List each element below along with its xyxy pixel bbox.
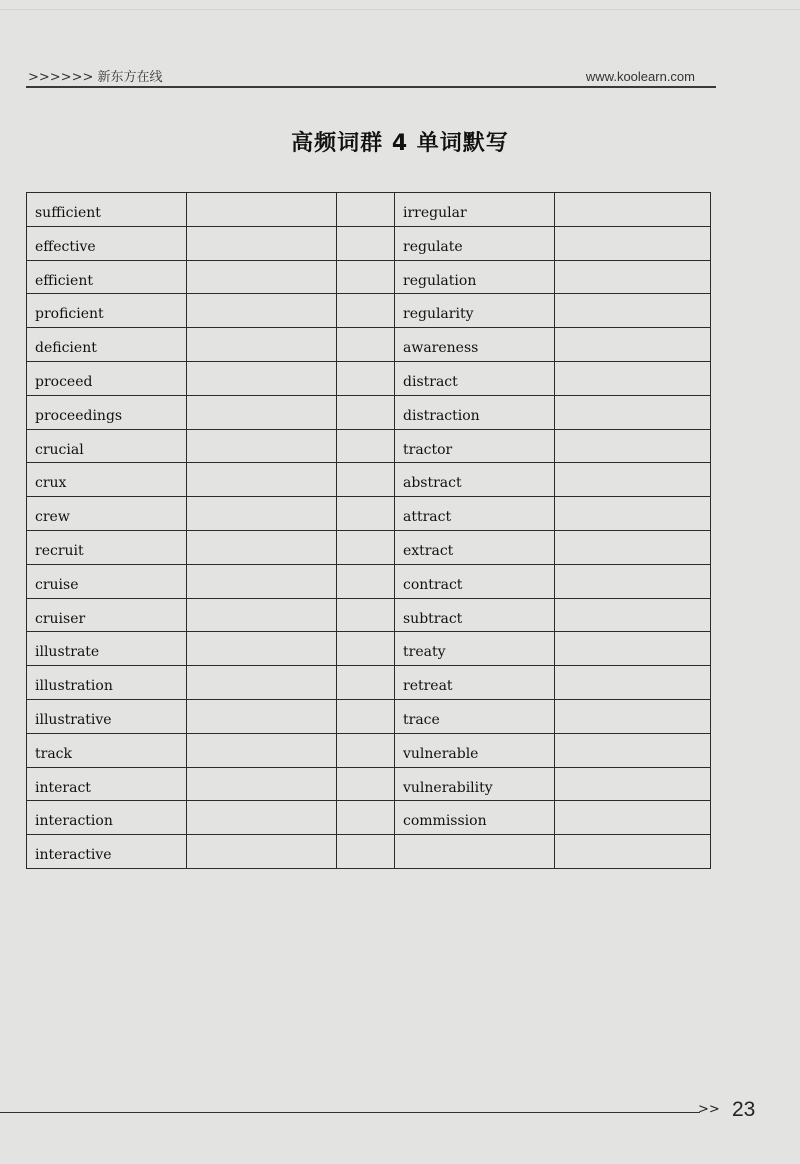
word-text: efficient — [35, 272, 93, 289]
word-cell-right — [395, 632, 555, 666]
word-text: contract — [403, 576, 463, 593]
table-row — [27, 835, 711, 869]
word-cell-right — [395, 530, 555, 564]
word-cell-left — [27, 395, 187, 429]
word-cell-left — [27, 733, 187, 767]
answer-cell-left — [187, 666, 337, 700]
answer-cell-left — [187, 463, 337, 497]
word-cell-right — [395, 767, 555, 801]
word-text: crux — [35, 475, 67, 492]
spacer-cell — [337, 767, 395, 801]
word-text: vulnerability — [403, 779, 493, 796]
word-text: attract — [403, 509, 452, 526]
answer-cell-right — [555, 429, 711, 463]
page-title: 高频词群 4 单词默写 — [291, 131, 509, 156]
word-cell-right — [395, 463, 555, 497]
word-cell-right — [395, 193, 555, 227]
word-text: extract — [403, 542, 454, 559]
spacer-cell — [337, 530, 395, 564]
word-cell-right — [395, 260, 555, 294]
spacer-cell — [337, 666, 395, 700]
answer-cell-right — [555, 395, 711, 429]
answer-cell-right — [555, 835, 711, 869]
word-text: tractor — [403, 441, 453, 458]
word-cell-right — [395, 497, 555, 531]
spacer-cell — [337, 260, 395, 294]
answer-cell-left — [187, 395, 337, 429]
spacer-cell — [337, 835, 395, 869]
word-text: interaction — [35, 813, 113, 830]
word-text: regulate — [403, 238, 463, 255]
spacer-cell — [337, 361, 395, 395]
word-text: illustration — [35, 678, 113, 695]
word-text: cruise — [35, 576, 79, 593]
word-text: regularity — [403, 306, 474, 323]
word-text: effective — [35, 238, 96, 255]
word-cell-left — [27, 193, 187, 227]
word-cell-left — [27, 294, 187, 328]
answer-cell-right — [555, 598, 711, 632]
word-text: proceed — [35, 373, 93, 390]
answer-cell-left — [187, 767, 337, 801]
footer-rule — [0, 1112, 700, 1113]
table-row — [27, 226, 711, 260]
word-text: recruit — [35, 542, 84, 559]
spacer-cell — [337, 497, 395, 531]
spacer-cell — [337, 699, 395, 733]
answer-cell-right — [555, 767, 711, 801]
table-row — [27, 801, 711, 835]
table-row — [27, 193, 711, 227]
answer-cell-right — [555, 632, 711, 666]
spacer-cell — [337, 801, 395, 835]
answer-cell-right — [555, 226, 711, 260]
word-cell-right — [395, 699, 555, 733]
spacer-cell — [337, 632, 395, 666]
table-row — [27, 463, 711, 497]
spacer-cell — [337, 598, 395, 632]
spacer-cell — [337, 328, 395, 362]
word-cell-left — [27, 699, 187, 733]
answer-cell-left — [187, 497, 337, 531]
word-cell-right — [395, 598, 555, 632]
answer-cell-right — [555, 564, 711, 598]
word-text: cruiser — [35, 610, 86, 627]
word-text: commission — [403, 813, 487, 830]
header-website: www.koolearn.com — [585, 69, 695, 84]
page-number: 23 — [732, 1098, 756, 1121]
word-text: interact — [35, 779, 91, 796]
word-text — [403, 864, 554, 868]
word-cell-left — [27, 632, 187, 666]
answer-cell-left — [187, 699, 337, 733]
word-cell-left — [27, 835, 187, 869]
answer-cell-left — [187, 733, 337, 767]
answer-cell-right — [555, 463, 711, 497]
word-cell-left — [27, 767, 187, 801]
spacer-cell — [337, 564, 395, 598]
word-cell-left — [27, 598, 187, 632]
answer-cell-left — [187, 801, 337, 835]
spacer-cell — [337, 395, 395, 429]
spacer-cell — [337, 733, 395, 767]
spacer-cell — [337, 294, 395, 328]
spacer-cell — [337, 226, 395, 260]
table-row — [27, 260, 711, 294]
answer-cell-left — [187, 294, 337, 328]
word-cell-left — [27, 564, 187, 598]
word-text: proficient — [35, 306, 104, 323]
answer-cell-right — [555, 361, 711, 395]
word-cell-left — [27, 530, 187, 564]
word-text: deficient — [35, 340, 97, 357]
answer-cell-left — [187, 632, 337, 666]
word-text: vulnerable — [403, 745, 479, 762]
word-text: regulation — [403, 272, 477, 289]
answer-cell-left — [187, 835, 337, 869]
table-row — [27, 767, 711, 801]
word-text: sufficient — [35, 205, 101, 221]
answer-cell-right — [555, 328, 711, 362]
header-brand: >>>>>> 新东方在线 — [28, 70, 163, 85]
word-cell-right — [395, 226, 555, 260]
word-cell-left — [27, 666, 187, 700]
word-cell-left — [27, 463, 187, 497]
answer-cell-right — [555, 801, 711, 835]
word-cell-right — [395, 328, 555, 362]
word-text: retreat — [403, 678, 453, 695]
answer-cell-right — [555, 666, 711, 700]
word-text: track — [35, 745, 72, 762]
word-cell-left — [27, 801, 187, 835]
answer-cell-left — [187, 361, 337, 395]
answer-cell-right — [555, 530, 711, 564]
word-text: interactive — [35, 847, 112, 864]
word-cell-left — [27, 328, 187, 362]
table-row — [27, 564, 711, 598]
answer-cell-left — [187, 260, 337, 294]
word-text: illustrate — [35, 644, 100, 661]
footer-arrow: >> — [698, 1102, 720, 1117]
word-text: crucial — [35, 441, 84, 458]
word-text: awareness — [403, 340, 479, 357]
table-row — [27, 361, 711, 395]
answer-cell-left — [187, 598, 337, 632]
word-cell-right — [395, 361, 555, 395]
spacer-cell — [337, 429, 395, 463]
word-text: illustrative — [35, 711, 112, 728]
word-cell-right — [395, 835, 555, 869]
answer-cell-right — [555, 699, 711, 733]
spacer-cell — [337, 463, 395, 497]
answer-cell-left — [187, 530, 337, 564]
word-text: subtract — [403, 610, 463, 627]
header-rule — [26, 86, 716, 88]
word-cell-right — [395, 395, 555, 429]
table-row — [27, 598, 711, 632]
table-row — [27, 395, 711, 429]
word-text: irregular — [403, 205, 467, 221]
top-page-edge — [0, 0, 800, 10]
table-row — [27, 429, 711, 463]
word-cell-left — [27, 497, 187, 531]
table-row — [27, 328, 711, 362]
word-text: proceedings — [35, 407, 123, 424]
word-cell-left — [27, 260, 187, 294]
answer-cell-left — [187, 226, 337, 260]
word-text: trace — [403, 711, 440, 728]
answer-cell-left — [187, 193, 337, 227]
word-cell-left — [27, 429, 187, 463]
spacer-cell — [337, 193, 395, 227]
table-row — [27, 733, 711, 767]
word-cell-right — [395, 564, 555, 598]
word-text: distraction — [403, 407, 480, 424]
word-text: treaty — [403, 644, 446, 661]
word-cell-left — [27, 226, 187, 260]
word-dictation-table — [26, 192, 711, 869]
word-cell-right — [395, 801, 555, 835]
table-row — [27, 497, 711, 531]
answer-cell-right — [555, 193, 711, 227]
answer-cell-right — [555, 294, 711, 328]
word-cell-right — [395, 429, 555, 463]
table-row — [27, 699, 711, 733]
answer-cell-left — [187, 564, 337, 598]
answer-cell-left — [187, 328, 337, 362]
table-row — [27, 294, 711, 328]
table-row — [27, 666, 711, 700]
word-cell-right — [395, 666, 555, 700]
table-row — [27, 632, 711, 666]
answer-cell-left — [187, 429, 337, 463]
word-cell-right — [395, 733, 555, 767]
answer-cell-right — [555, 260, 711, 294]
answer-cell-right — [555, 497, 711, 531]
table-row — [27, 530, 711, 564]
word-text: crew — [35, 509, 70, 526]
word-cell-left — [27, 361, 187, 395]
word-text: distract — [403, 373, 458, 390]
word-cell-right — [395, 294, 555, 328]
answer-cell-right — [555, 733, 711, 767]
word-text: abstract — [403, 475, 462, 492]
